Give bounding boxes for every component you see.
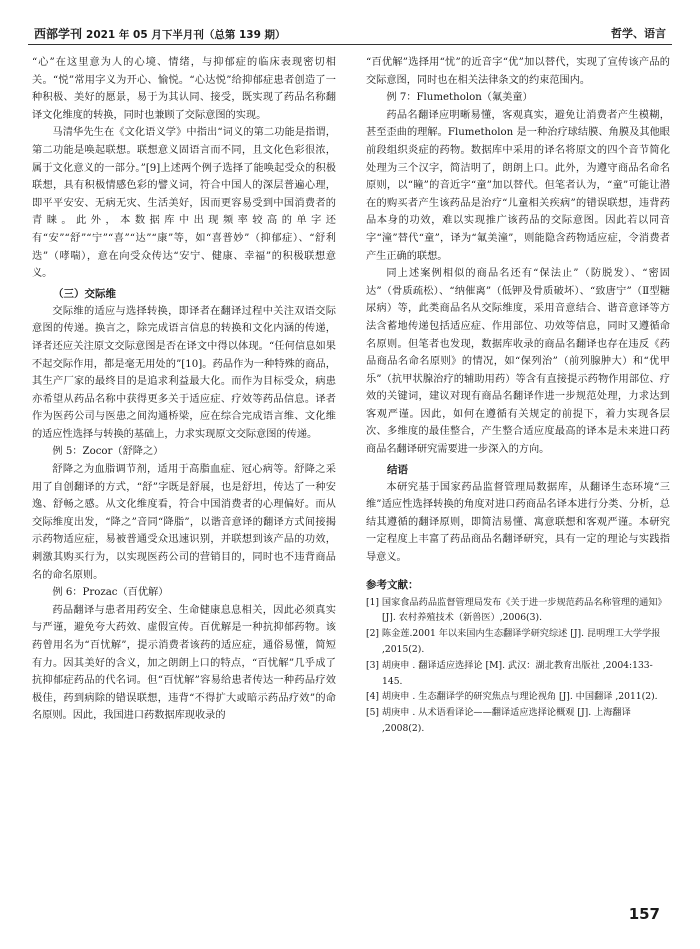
issue-info: 2021 年 05 月下半月刊（总第 139 期） <box>86 29 286 41</box>
journal-info <box>34 25 286 42</box>
paragraph: 同上述案例相似的商品名还有“保法止”（防脱发）、“密固达”（骨质疏松）、“纳催离”（低钾及骨质破坏）、“致唐宁”（Ⅱ型糖尿病）等，此类商品名从交际维度，采用音意结合、谐音意译等方法含蓄地传递包括适应症、作用部位、功效等信息，同时又遵循命名原则。但笔者也发现，数据库收录的商品名翻译也存在违反《药品商品名命名原则》的情况，如“保列治”（前列腺肿大）和“优甲乐”（抗甲状腺治疗的辅助用药）等含有直接提示药物作用部位、疗效的关键词，建议对现有商品名翻译作进一步规范处理，力求达到客观严谨。因此，如何在遵循有关规定的前提下，着力实现各层次、多维度的最佳整合，产生整合适应度最高的译本是未来进口药商品名翻译研究需要进一步深入的方向。 <box>366 268 670 456</box>
paragraph: 马清华先生在《文化语义学》中指出“词义的第二功能是指谓，第二功能是唤起联想。联想意义固语言而不同，且文化色彩很浓，属于文化意义的一部分。”[9]上述两个例子选择了能唤起受众的积极联想，具有积极情感色彩的譬义词，符合中国人的深层普遍心理，即平平安安、无病无灾、生活美好，因而更容易受到中国消费者的青睐。此外，本数据库中出现频率较高的单字还有“安”“舒”“宁”“喜”“达”“康”等，如“喜普妙”（抑郁症）、“舒利迭”（哮喘），意在向受众传达“安宁、健康、幸福”的积极联想意义。 <box>32 127 336 280</box>
example-title: 例 7：Flumetholon（氟美童） <box>386 92 533 104</box>
references-title: 参考文献： <box>366 578 419 591</box>
section-heading-communicative: （三）交际维 <box>53 287 116 300</box>
paragraph: 交际维的适应与选择转换，即译者在翻译过程中关注双语交际意图的传递。换言之，除完成语言信息的转换和文化内涵的传递，译者还应关注原文交际意图是否在译文中得以体现。“任何信息如果不起交际作用，都是毫无用处的”[10]。药品作为一种特殊的商品，其生产厂家的最终目的是追求利益最大化。而作为目标受众，病患亦希望从药品名称中获得更多关于适应症、疗效等药品信息。译者作为医药公司与医患之间沟通桥梁，应在综合完成语言维、文化维的适应性选择与转换的基础上，力求实现原文交际意图的传递。 <box>32 305 336 440</box>
reference-item: [3] 胡庚申 . 翻译适应选择论 [M]. 武汉：湖北教育出版社 ,2004:133-145. <box>366 659 653 687</box>
section-title: 哲学、语言 <box>611 27 666 40</box>
reference-item: [2] 陈金莲.2001 年以来国内生态翻译学研究综述 [J]. 昆明理工大学学报 ,2015(2). <box>366 628 661 656</box>
running-header <box>28 22 672 45</box>
paragraph: 药品翻译与患者用药安全、生命健康息息相关，因此必须真实与严谨，避免夸大药效、虚假宣传。百优解是一种抗抑郁药物。该药曾用名为“百忧解”，提示消费者该药的适应症，通俗易懂，简短有力。因其美好的含义，加之朗朗上口的特点，“百忧解”几乎成了抗抑郁症药品的代名词。但“百忧解”容易给患者传达一种药品疗效极佳，药到病除的错误联想，违背“不得扩大或暗示药品疗效”的命名原则。因此，我国进口药数据库现收录的 <box>32 604 336 722</box>
journal-logo: 西部学刊 <box>34 27 83 41</box>
paragraph: “百优解”选择用“忧”的近音字“优”加以替代，实现了宣传该产品的交际意图，同时也在相关法律条文的约束范围内。 <box>366 57 670 86</box>
paragraph: 本研究基于国家药品监督管理局数据库，从翻译生态环境“三维”适应性选择转换的角度对进口药商品名译本进行分类、分析，总结其遵循的翻译原则，即简洁易懂、寓意联想和客观严谨。本研究一定程度上丰富了药品商品名翻译研究，具有一定的理论与实践指导意义。 <box>366 481 670 564</box>
example-title: 例 6：Prozac（百优解） <box>52 587 169 599</box>
paragraph: “心”在这里意为人的心境、情绪，与抑郁症的临床表现密切相关。“悦”常用字义为开心、愉悦。“心达悦”给抑郁症患者创造了一种积极、美好的愿景，易于为其认同、接受，既实现了药品名称翻译文化维度的转换，同时也兼顾了交际意图的实现。 <box>32 57 336 121</box>
conclusion-heading: 结语 <box>387 463 408 476</box>
example-title: 例 5：Zocor（舒降之） <box>52 446 164 458</box>
paragraph: 舒降之为血脂调节剂，适用于高脂血症、冠心病等。舒降之采用了自创翻译的方式，“舒”字既是舒展，也是舒坦，传达了一种安逸、舒畅之感。从文化维度看，符合中国消费者的心理偏好。而从交际维度出发，“降之”音同“降脂”，以谐音意译的翻译方式间接揭示药物适应症，易被普通受众迅速识别，并联想到该产品的功效，刺激其购买行为，以实现医药公司的营销目的，同时也不违背商品名的命名原则。 <box>32 464 336 581</box>
paragraph: 药品名翻译应明晰易懂，客观真实，避免让消费者产生模糊，甚至歪曲的理解。Flumetholon 是一种治疗球结膜、角膜及其他眼前段组织炎症的药物。数据库中采用的译名将原文的四个音节简化处理为三个汉字，简洁明了，朗朗上口。此外，为遵守商品名命名原则，以“瞳”的音近字“童”加以替代。但笔者认为，“童”可能让潜在的购买者产生该药品是治疗“儿童相关疾病”的错误联想，违背药品本身的功效，难以实现推广该药品的交际意图。因此若以同音字“潼”替代“童”，译为“氟美潼”，则能隐含药物适应症，令消费者产生正确的联想。 <box>366 109 670 262</box>
reference-item: [5] 胡庚申 . 从术语看译论——翻译适应选择论概观 [J]. 上海翻译 ,2008(2). <box>366 707 631 734</box>
right-column <box>366 54 670 884</box>
reference-item: [4] 胡庚申 . 生态翻译学的研究焦点与理论视角 [J]. 中国翻译 ,2011(2). <box>366 691 658 703</box>
left-column <box>32 54 336 884</box>
page-number: 157 <box>628 905 660 923</box>
reference-item: [1] 国家食品药品监督管理局发布《关于进一步规范药品名称管理的通知》[J]. 农村养殖技术（新兽医）,2006(3). <box>366 596 667 624</box>
